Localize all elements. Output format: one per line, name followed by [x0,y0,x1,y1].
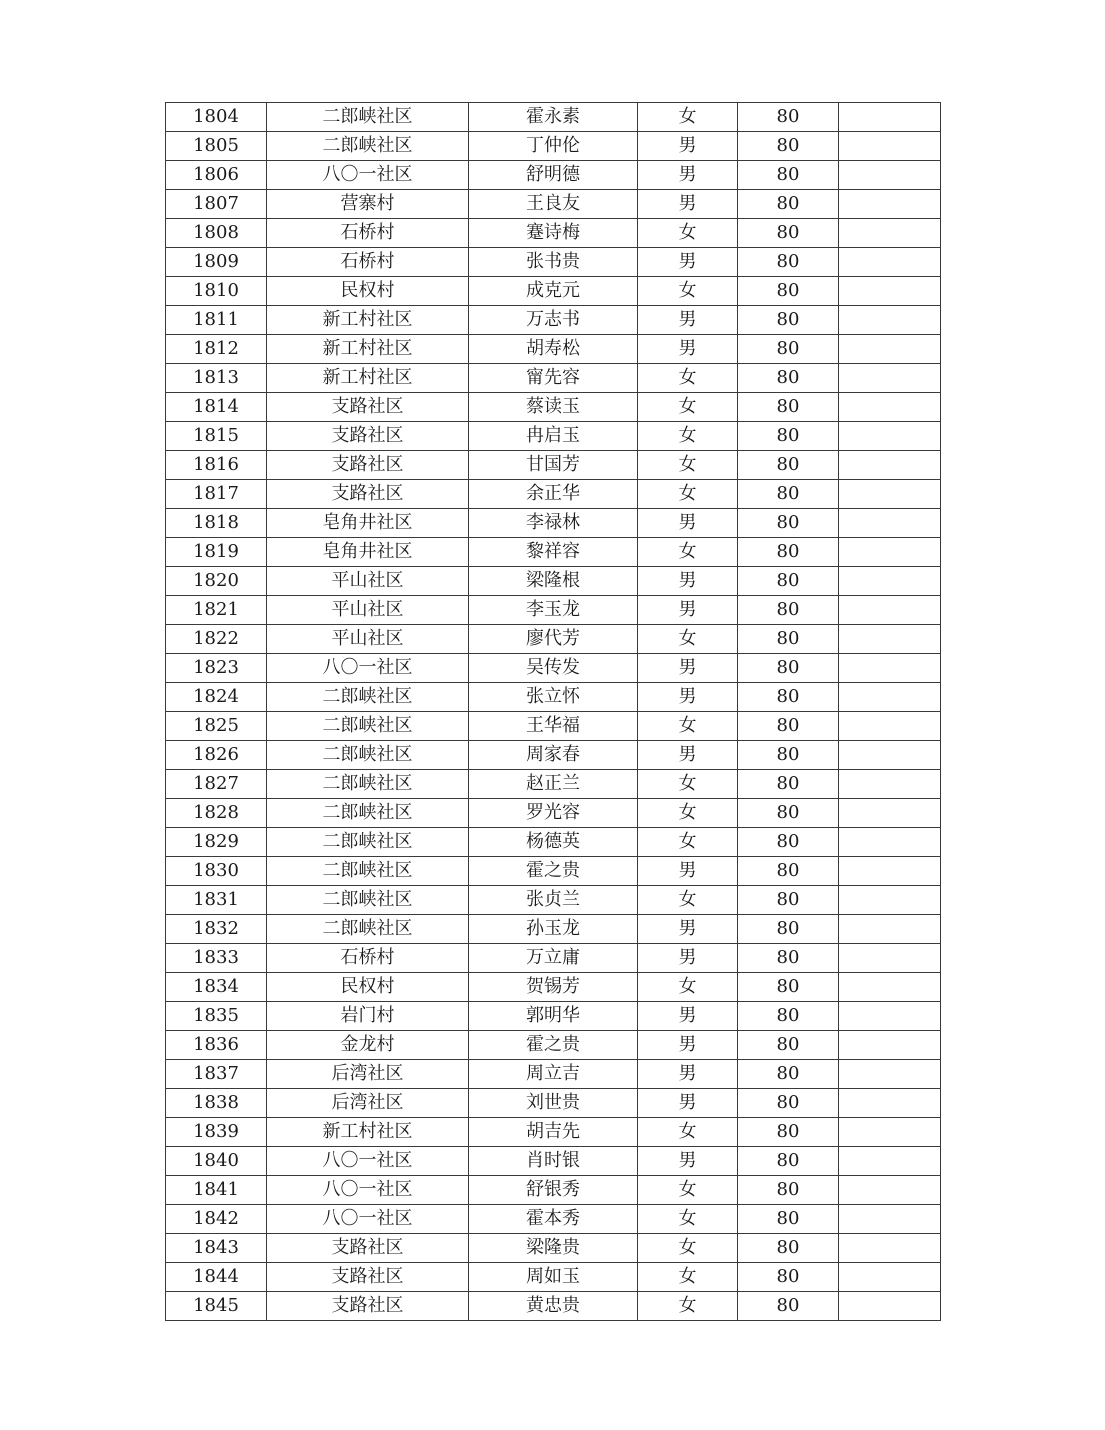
cell-name: 张立怀 [469,683,638,712]
table-row [166,596,941,625]
cell-note [839,625,941,654]
cell-name: 郭明华 [469,1002,638,1031]
cell-gender: 男 [638,161,738,190]
cell-gender: 男 [638,1089,738,1118]
cell-community: 民权村 [267,973,469,1002]
cell-number: 1821 [166,596,267,625]
table-row [166,973,941,1002]
cell-note [839,973,941,1002]
cell-name: 甘国芳 [469,451,638,480]
cell-age: 80 [738,944,839,973]
cell-gender: 女 [638,1118,738,1147]
cell-community: 二郎峡社区 [267,915,469,944]
table-row [166,857,941,886]
table-row [166,451,941,480]
cell-community: 支路社区 [267,451,469,480]
cell-community: 新工村社区 [267,364,469,393]
cell-note [839,741,941,770]
cell-age: 80 [738,1147,839,1176]
cell-community: 新工村社区 [267,335,469,364]
cell-age: 80 [738,248,839,277]
table-row [166,190,941,219]
cell-note [839,567,941,596]
cell-number: 1838 [166,1089,267,1118]
cell-age: 80 [738,364,839,393]
table-row [166,277,941,306]
cell-name: 舒银秀 [469,1176,638,1205]
cell-age: 80 [738,1263,839,1292]
table-row [166,103,941,132]
cell-number: 1829 [166,828,267,857]
cell-number: 1808 [166,219,267,248]
cell-gender: 男 [638,509,738,538]
cell-note [839,219,941,248]
cell-gender: 女 [638,103,738,132]
cell-age: 80 [738,335,839,364]
cell-number: 1831 [166,886,267,915]
cell-community: 支路社区 [267,1292,469,1321]
cell-number: 1842 [166,1205,267,1234]
cell-note [839,190,941,219]
cell-note [839,422,941,451]
cell-number: 1810 [166,277,267,306]
cell-name: 胡吉先 [469,1118,638,1147]
cell-gender: 男 [638,190,738,219]
cell-note [839,944,941,973]
cell-gender: 男 [638,654,738,683]
roster-body [166,103,941,1321]
cell-number: 1827 [166,770,267,799]
cell-number: 1823 [166,654,267,683]
cell-gender: 女 [638,364,738,393]
cell-name: 冉启玉 [469,422,638,451]
cell-name: 杨德英 [469,828,638,857]
cell-note [839,248,941,277]
cell-community: 二郎峡社区 [267,683,469,712]
cell-age: 80 [738,712,839,741]
table-row [166,1147,941,1176]
cell-name: 张贞兰 [469,886,638,915]
cell-age: 80 [738,1060,839,1089]
table-row [166,364,941,393]
cell-name: 周家春 [469,741,638,770]
table-row [166,567,941,596]
cell-number: 1816 [166,451,267,480]
cell-number: 1806 [166,161,267,190]
cell-name: 梁隆根 [469,567,638,596]
cell-note [839,770,941,799]
cell-note [839,161,941,190]
cell-gender: 女 [638,828,738,857]
table-row [166,219,941,248]
cell-name: 蹇诗梅 [469,219,638,248]
cell-age: 80 [738,886,839,915]
cell-age: 80 [738,132,839,161]
cell-number: 1834 [166,973,267,1002]
table-row [166,1060,941,1089]
cell-name: 舒明德 [469,161,638,190]
cell-gender: 男 [638,335,738,364]
roster-table [165,102,941,1321]
cell-number: 1844 [166,1263,267,1292]
cell-community: 平山社区 [267,567,469,596]
cell-name: 黄忠贵 [469,1292,638,1321]
cell-note [839,1292,941,1321]
table-row [166,799,941,828]
cell-number: 1837 [166,1060,267,1089]
cell-age: 80 [738,1002,839,1031]
cell-name: 罗光容 [469,799,638,828]
cell-community: 营寨村 [267,190,469,219]
table-row [166,1089,941,1118]
cell-name: 丁仲伦 [469,132,638,161]
cell-name: 霍本秀 [469,1205,638,1234]
cell-note [839,1118,941,1147]
cell-name: 王华福 [469,712,638,741]
table-row [166,1002,941,1031]
cell-age: 80 [738,596,839,625]
cell-name: 蔡读玉 [469,393,638,422]
cell-gender: 女 [638,422,738,451]
cell-age: 80 [738,219,839,248]
table-row [166,1234,941,1263]
cell-gender: 女 [638,1205,738,1234]
cell-number: 1814 [166,393,267,422]
cell-community: 二郎峡社区 [267,741,469,770]
cell-name: 孙玉龙 [469,915,638,944]
cell-age: 80 [738,1118,839,1147]
cell-age: 80 [738,509,839,538]
cell-number: 1833 [166,944,267,973]
cell-number: 1818 [166,509,267,538]
table-row [166,654,941,683]
cell-gender: 男 [638,944,738,973]
cell-number: 1811 [166,306,267,335]
cell-community: 八〇一社区 [267,1176,469,1205]
cell-note [839,393,941,422]
cell-gender: 男 [638,1060,738,1089]
table-row [166,306,941,335]
cell-name: 万立庸 [469,944,638,973]
cell-age: 80 [738,393,839,422]
cell-gender: 男 [638,1002,738,1031]
cell-gender: 女 [638,219,738,248]
cell-gender: 女 [638,625,738,654]
cell-community: 平山社区 [267,596,469,625]
cell-community: 八〇一社区 [267,1205,469,1234]
table-row [166,132,941,161]
cell-community: 二郎峡社区 [267,770,469,799]
cell-number: 1820 [166,567,267,596]
cell-number: 1845 [166,1292,267,1321]
cell-name: 刘世贵 [469,1089,638,1118]
cell-age: 80 [738,277,839,306]
cell-community: 岩门村 [267,1002,469,1031]
cell-age: 80 [738,741,839,770]
cell-community: 金龙村 [267,1031,469,1060]
cell-note [839,683,941,712]
cell-community: 后湾社区 [267,1089,469,1118]
cell-note [839,1263,941,1292]
cell-age: 80 [738,1031,839,1060]
cell-number: 1832 [166,915,267,944]
cell-number: 1813 [166,364,267,393]
cell-age: 80 [738,1292,839,1321]
cell-gender: 男 [638,683,738,712]
cell-community: 二郎峡社区 [267,132,469,161]
cell-age: 80 [738,1205,839,1234]
cell-name: 霍之贵 [469,1031,638,1060]
cell-note [839,335,941,364]
cell-name: 吴传发 [469,654,638,683]
cell-note [839,306,941,335]
cell-community: 八〇一社区 [267,161,469,190]
table-row [166,335,941,364]
table-row [166,712,941,741]
cell-gender: 女 [638,712,738,741]
cell-age: 80 [738,306,839,335]
cell-number: 1805 [166,132,267,161]
cell-age: 80 [738,915,839,944]
cell-gender: 女 [638,973,738,1002]
cell-number: 1836 [166,1031,267,1060]
cell-note [839,886,941,915]
cell-note [839,596,941,625]
cell-note [839,1089,941,1118]
cell-community: 二郎峡社区 [267,857,469,886]
cell-age: 80 [738,625,839,654]
cell-community: 支路社区 [267,422,469,451]
table-row [166,741,941,770]
cell-name: 周立吉 [469,1060,638,1089]
cell-note [839,915,941,944]
cell-gender: 女 [638,277,738,306]
cell-note [839,509,941,538]
cell-name: 李禄林 [469,509,638,538]
cell-name: 甯先容 [469,364,638,393]
cell-age: 80 [738,799,839,828]
cell-age: 80 [738,683,839,712]
cell-gender: 男 [638,596,738,625]
cell-number: 1830 [166,857,267,886]
cell-gender: 男 [638,248,738,277]
cell-age: 80 [738,973,839,1002]
cell-name: 赵正兰 [469,770,638,799]
cell-gender: 男 [638,1147,738,1176]
cell-number: 1809 [166,248,267,277]
cell-age: 80 [738,1089,839,1118]
cell-name: 李玉龙 [469,596,638,625]
cell-community: 支路社区 [267,393,469,422]
cell-number: 1841 [166,1176,267,1205]
cell-community: 后湾社区 [267,1060,469,1089]
cell-number: 1835 [166,1002,267,1031]
cell-name: 廖代芳 [469,625,638,654]
cell-name: 肖时银 [469,1147,638,1176]
cell-age: 80 [738,103,839,132]
cell-gender: 男 [638,1031,738,1060]
cell-note [839,1234,941,1263]
cell-community: 二郎峡社区 [267,799,469,828]
cell-number: 1824 [166,683,267,712]
table-row [166,509,941,538]
cell-name: 胡寿松 [469,335,638,364]
cell-community: 二郎峡社区 [267,103,469,132]
table-row [166,683,941,712]
cell-note [839,364,941,393]
cell-gender: 女 [638,538,738,567]
cell-name: 余正华 [469,480,638,509]
table-row [166,1292,941,1321]
cell-gender: 女 [638,1176,738,1205]
cell-community: 石桥村 [267,219,469,248]
cell-note [839,451,941,480]
cell-number: 1843 [166,1234,267,1263]
cell-gender: 女 [638,393,738,422]
cell-note [839,828,941,857]
cell-name: 贺锡芳 [469,973,638,1002]
table-row [166,1263,941,1292]
cell-community: 新工村社区 [267,306,469,335]
cell-name: 万志书 [469,306,638,335]
cell-age: 80 [738,828,839,857]
cell-community: 皂角井社区 [267,538,469,567]
cell-gender: 男 [638,132,738,161]
cell-gender: 男 [638,915,738,944]
table-row [166,161,941,190]
table-row [166,1176,941,1205]
cell-age: 80 [738,451,839,480]
table-row [166,422,941,451]
cell-community: 支路社区 [267,480,469,509]
cell-name: 张书贵 [469,248,638,277]
table-row [166,944,941,973]
cell-age: 80 [738,190,839,219]
cell-number: 1807 [166,190,267,219]
table-row [166,538,941,567]
cell-number: 1840 [166,1147,267,1176]
cell-note [839,1176,941,1205]
cell-age: 80 [738,1234,839,1263]
cell-note [839,132,941,161]
cell-number: 1822 [166,625,267,654]
cell-note [839,1031,941,1060]
cell-community: 石桥村 [267,248,469,277]
table-row [166,480,941,509]
cell-gender: 女 [638,770,738,799]
cell-note [839,103,941,132]
cell-community: 二郎峡社区 [267,712,469,741]
cell-community: 二郎峡社区 [267,886,469,915]
cell-number: 1828 [166,799,267,828]
cell-age: 80 [738,422,839,451]
cell-age: 80 [738,654,839,683]
cell-name: 霍永素 [469,103,638,132]
cell-number: 1819 [166,538,267,567]
cell-note [839,654,941,683]
cell-note [839,480,941,509]
table-row [166,625,941,654]
cell-name: 梁隆贵 [469,1234,638,1263]
cell-community: 支路社区 [267,1234,469,1263]
table-row [166,1118,941,1147]
table-row [166,1205,941,1234]
cell-number: 1804 [166,103,267,132]
cell-gender: 男 [638,741,738,770]
table-row [166,1031,941,1060]
cell-name: 霍之贵 [469,857,638,886]
cell-note [839,1060,941,1089]
cell-age: 80 [738,567,839,596]
cell-age: 80 [738,480,839,509]
cell-number: 1812 [166,335,267,364]
table-row [166,886,941,915]
cell-number: 1825 [166,712,267,741]
cell-gender: 男 [638,567,738,596]
cell-community: 石桥村 [267,944,469,973]
cell-number: 1817 [166,480,267,509]
table-row [166,770,941,799]
table-row [166,248,941,277]
cell-gender: 女 [638,886,738,915]
cell-name: 成克元 [469,277,638,306]
cell-community: 民权村 [267,277,469,306]
cell-name: 王良友 [469,190,638,219]
cell-age: 80 [738,857,839,886]
table-row [166,393,941,422]
table-row [166,915,941,944]
cell-age: 80 [738,161,839,190]
cell-community: 新工村社区 [267,1118,469,1147]
table-row [166,828,941,857]
cell-gender: 女 [638,1263,738,1292]
cell-number: 1826 [166,741,267,770]
cell-age: 80 [738,1176,839,1205]
cell-community: 支路社区 [267,1263,469,1292]
cell-note [839,712,941,741]
cell-community: 八〇一社区 [267,1147,469,1176]
cell-community: 八〇一社区 [267,654,469,683]
cell-name: 黎祥容 [469,538,638,567]
cell-name: 周如玉 [469,1263,638,1292]
cell-gender: 女 [638,799,738,828]
cell-note [839,1002,941,1031]
cell-number: 1839 [166,1118,267,1147]
cell-note [839,277,941,306]
cell-note [839,1205,941,1234]
cell-community: 平山社区 [267,625,469,654]
cell-gender: 男 [638,857,738,886]
cell-age: 80 [738,770,839,799]
cell-note [839,538,941,567]
cell-number: 1815 [166,422,267,451]
cell-gender: 女 [638,480,738,509]
cell-community: 二郎峡社区 [267,828,469,857]
cell-note [839,1147,941,1176]
cell-community: 皂角井社区 [267,509,469,538]
cell-age: 80 [738,538,839,567]
cell-note [839,799,941,828]
cell-note [839,857,941,886]
cell-gender: 女 [638,1234,738,1263]
cell-gender: 男 [638,306,738,335]
cell-gender: 女 [638,1292,738,1321]
cell-gender: 女 [638,451,738,480]
